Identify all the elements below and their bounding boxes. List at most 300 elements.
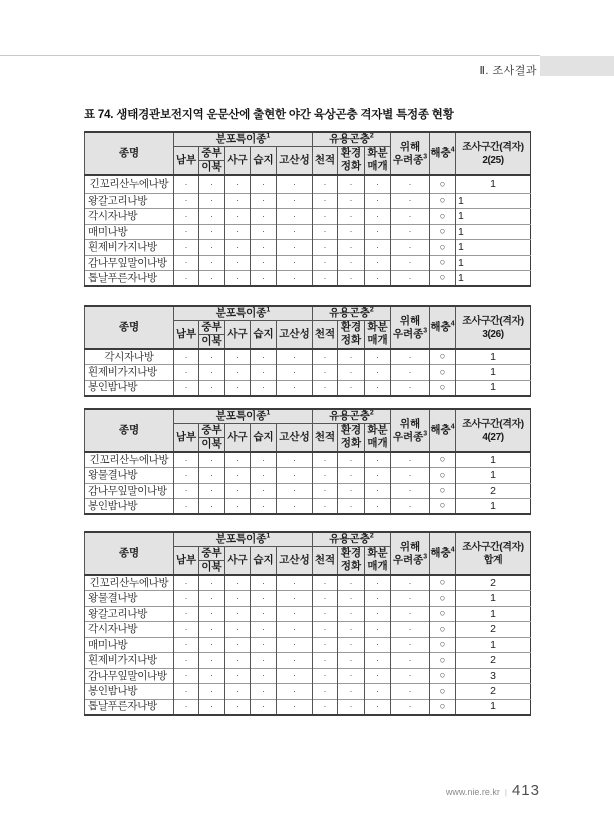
species-row [85,591,531,607]
count-cell: 1 [456,349,531,365]
col-header-species: 종명 [85,409,174,452]
col-header-sub-3: 습지 [251,423,277,452]
dot-cell: · [277,622,313,638]
count-cell: 2 [456,653,531,669]
species-row [85,209,531,225]
group-label: 분포특이종 [215,133,267,145]
group-footnote-mark: 2 [369,132,374,140]
species-name-cell: 왕갈고리나방 [85,193,174,209]
dot-cell: · [365,591,391,607]
data-table [84,531,531,716]
dot-cell: · [338,365,365,381]
species-name-cell: 감나무잎말이나방 [85,668,174,684]
dot-cell: · [313,224,338,240]
species-name-cell: 각시자나방 [85,209,174,225]
group-footnote-mark: 1 [266,132,271,140]
dot-cell: · [365,452,391,468]
dot-cell: · [199,349,225,365]
dot-cell: · [225,483,251,499]
dot-cell: · [338,349,365,365]
species-row [85,349,531,365]
pest-mark-cell: ○ [430,668,456,684]
dot-cell: · [391,606,430,622]
species-row [85,637,531,653]
col-header-sub-5: 천적 [313,146,338,175]
dot-cell: · [365,209,391,225]
count-cell: 1 [456,591,531,607]
dot-cell: · [225,668,251,684]
dot-cell: · [365,622,391,638]
species-name-cell: 매미나방 [85,224,174,240]
dot-cell: · [199,224,225,240]
dot-cell: · [199,240,225,256]
page-footer [446,782,540,799]
pest-mark-cell: ○ [430,349,456,365]
data-table [84,305,531,397]
dot-cell: · [313,622,338,638]
pest-mark-cell: ○ [430,622,456,638]
count-cell: 1 [456,193,531,209]
col-header-pest: 해충$^4$ [430,532,456,575]
hazard-footnote-mark: 3 [423,327,428,335]
dot-cell: · [225,271,251,287]
dot-cell: · [225,699,251,715]
dot-cell: · [277,240,313,256]
col-header-sub-4: 고산성 [277,320,313,349]
pest-footnote-mark: 4 [450,423,455,431]
dot-cell: · [391,499,430,515]
dot-cell: · [391,193,430,209]
dot-cell: · [174,240,199,256]
col-header-hazard: 위해 우려종$^3$ [391,132,430,175]
dot-cell: · [277,483,313,499]
dot-cell: · [338,483,365,499]
count-cell: 1 [456,699,531,715]
dot-cell: · [391,622,430,638]
col-header-sub-1: 중부 이북 [199,146,225,175]
pest-mark-cell: ○ [430,637,456,653]
group-footnote-mark: 2 [369,306,374,314]
dot-cell: · [277,668,313,684]
species-row [85,193,531,209]
col-header-species: 종명 [85,132,174,175]
section-tab [540,56,614,76]
dot-cell: · [391,224,430,240]
dot-cell: · [199,653,225,669]
col-header-group-1 [313,532,391,546]
dot-cell: · [277,591,313,607]
dot-cell: · [338,653,365,669]
dot-cell: · [174,380,199,396]
dot-cell: · [277,175,313,193]
col-header-sub-4: 고산성 [277,423,313,452]
dot-cell: · [199,380,225,396]
dot-cell: · [199,684,225,700]
group-label: 분포특이종 [215,307,267,319]
dot-cell: · [174,224,199,240]
dot-cell: · [391,175,430,193]
dot-cell: · [338,271,365,287]
dot-cell: · [313,349,338,365]
count-cell: 1 [456,255,531,271]
species-row [85,699,531,715]
dot-cell: · [225,224,251,240]
dot-cell: · [199,483,225,499]
pest-mark-cell: ○ [430,684,456,700]
section-label: Ⅱ. 조사결과 [479,65,537,77]
dot-cell: · [277,637,313,653]
dot-cell: · [365,684,391,700]
dot-cell: · [338,240,365,256]
dot-cell: · [365,606,391,622]
count-cell: 1 [456,365,531,381]
col-header-survey-section: 조사구간(격자) 4(27) [456,409,531,452]
data-table [84,131,531,287]
dot-cell: · [365,240,391,256]
dot-cell: · [313,591,338,607]
dot-cell: · [174,452,199,468]
species-name-cell: 봉인밤나방 [85,684,174,700]
pest-mark-cell: ○ [430,240,456,256]
dot-cell: · [391,699,430,715]
dot-cell: · [365,271,391,287]
dot-cell: · [174,606,199,622]
pest-mark-cell: ○ [430,271,456,287]
col-header-sub-6: 환경 정화 [338,146,365,175]
col-header-group-1 [313,306,391,320]
dot-cell: · [365,349,391,365]
dot-cell: · [174,255,199,271]
species-name-cell: 긴꼬리산누에나방 [85,575,174,591]
count-cell: 1 [456,452,531,468]
pest-mark-cell: ○ [430,175,456,193]
species-row [85,468,531,484]
data-table [84,408,531,515]
dot-cell: · [251,653,277,669]
group-label: 분포특이종 [215,410,267,422]
species-row [85,684,531,700]
dot-cell: · [313,575,338,591]
dot-cell: · [391,653,430,669]
pest-mark-cell: ○ [430,193,456,209]
species-row [85,452,531,468]
dot-cell: · [277,255,313,271]
dot-cell: · [174,499,199,515]
dot-cell: · [338,380,365,396]
dot-cell: · [251,499,277,515]
dot-cell: · [338,684,365,700]
dot-cell: · [174,193,199,209]
dot-cell: · [199,193,225,209]
count-cell: 1 [456,271,531,287]
dot-cell: · [391,209,430,225]
dot-cell: · [338,499,365,515]
col-header-group-0 [174,532,313,546]
dot-cell: · [365,668,391,684]
pest-mark-cell: ○ [430,468,456,484]
dot-cell: · [199,365,225,381]
dot-cell: · [251,349,277,365]
col-header-sub-6: 환경 정화 [338,320,365,349]
dot-cell: · [174,684,199,700]
col-header-species: 종명 [85,306,174,349]
col-header-sub-0: 남부 [174,320,199,349]
dot-cell: · [313,606,338,622]
dot-cell: · [251,365,277,381]
dot-cell: · [251,468,277,484]
dot-cell: · [199,668,225,684]
dot-cell: · [313,255,338,271]
species-name-cell: 왕갈고리나방 [85,606,174,622]
dot-cell: · [251,684,277,700]
pest-mark-cell: ○ [430,699,456,715]
dot-cell: · [365,699,391,715]
dot-cell: · [277,606,313,622]
dot-cell: · [277,653,313,669]
species-name-cell: 톱날푸른자나방 [85,699,174,715]
dot-cell: · [199,606,225,622]
species-row [85,175,531,193]
count-cell: 2 [456,622,531,638]
col-header-sub-0: 남부 [174,146,199,175]
dot-cell: · [313,452,338,468]
pest-mark-cell: ○ [430,591,456,607]
group-footnote-mark: 1 [266,409,271,417]
dot-cell: · [251,606,277,622]
dot-cell: · [391,468,430,484]
count-cell: 2 [456,575,531,591]
species-row [85,499,531,515]
dot-cell: · [251,699,277,715]
dot-cell: · [251,224,277,240]
dot-cell: · [277,224,313,240]
count-cell: 1 [456,637,531,653]
col-header-sub-2: 사구 [225,423,251,452]
species-name-cell: 각시자나방 [85,349,174,365]
dot-cell: · [338,575,365,591]
dot-cell: · [199,591,225,607]
col-header-species: 종명 [85,532,174,575]
count-cell: 1 [456,175,531,193]
dot-cell: · [225,591,251,607]
count-cell: 1 [456,224,531,240]
dot-cell: · [251,452,277,468]
dot-cell: · [174,483,199,499]
dot-cell: · [225,684,251,700]
pest-mark-cell: ○ [430,483,456,499]
dot-cell: · [365,175,391,193]
dot-cell: · [277,468,313,484]
species-name-cell: 흰제비가지나방 [85,240,174,256]
species-row [85,380,531,396]
count-cell: 1 [456,499,531,515]
col-header-hazard: 위해 우려종$^3$ [391,409,430,452]
dot-cell: · [365,365,391,381]
dot-cell: · [225,622,251,638]
dot-cell: · [365,468,391,484]
col-header-group-1 [313,409,391,423]
col-header-pest: 해충$^4$ [430,409,456,452]
pest-mark-cell: ○ [430,380,456,396]
dot-cell: · [365,193,391,209]
pest-mark-cell: ○ [430,606,456,622]
dot-cell: · [251,193,277,209]
dot-cell: · [199,575,225,591]
col-header-hazard: 위해 우려종$^3$ [391,306,430,349]
col-header-survey-section: 조사구간(격자) 3(26) [456,306,531,349]
species-row [85,606,531,622]
dot-cell: · [365,637,391,653]
col-header-sub-7: 화분 매개 [365,423,391,452]
col-header-survey-section: 조사구간(격자) 2(25) [456,132,531,175]
dot-cell: · [391,684,430,700]
dot-cell: · [174,622,199,638]
hazard-footnote-mark: 3 [423,430,428,438]
species-row [85,483,531,499]
species-table-4 [84,531,531,716]
col-header-sub-0: 남부 [174,423,199,452]
dot-cell: · [313,468,338,484]
dot-cell: · [391,483,430,499]
dot-cell: · [277,684,313,700]
dot-cell: · [365,255,391,271]
count-cell: 1 [456,606,531,622]
dot-cell: · [365,224,391,240]
count-cell: 3 [456,668,531,684]
dot-cell: · [338,606,365,622]
pest-mark-cell: ○ [430,224,456,240]
dot-cell: · [338,668,365,684]
col-header-sub-2: 사구 [225,546,251,575]
dot-cell: · [225,452,251,468]
count-cell: 2 [456,483,531,499]
dot-cell: · [251,271,277,287]
dot-cell: · [338,591,365,607]
species-name-cell: 감나무잎말이나방 [85,483,174,499]
col-header-sub-7: 화분 매개 [365,320,391,349]
col-header-pest: 해충$^4$ [430,306,456,349]
dot-cell: · [251,255,277,271]
dot-cell: · [251,575,277,591]
dot-cell: · [251,240,277,256]
dot-cell: · [225,380,251,396]
col-header-sub-5: 천적 [313,546,338,575]
pest-mark-cell: ○ [430,575,456,591]
dot-cell: · [199,499,225,515]
count-cell: 1 [456,380,531,396]
species-row [85,240,531,256]
pest-mark-cell: ○ [430,653,456,669]
dot-cell: · [174,175,199,193]
pest-mark-cell: ○ [430,255,456,271]
species-name-cell: 흰제비가지나방 [85,365,174,381]
col-header-sub-3: 습지 [251,546,277,575]
group-label: 유용곤충 [329,533,370,545]
dot-cell: · [365,575,391,591]
footer-url: www.nie.re.kr [445,787,500,797]
dot-cell: · [338,193,365,209]
col-header-group-1 [313,132,391,146]
dot-cell: · [174,365,199,381]
species-name-cell: 매미나방 [85,637,174,653]
dot-cell: · [391,365,430,381]
dot-cell: · [391,452,430,468]
col-header-survey-section: 조사구간(격자) 합계 [456,532,531,575]
dot-cell: · [251,175,277,193]
species-row [85,622,531,638]
page-number: 413 [511,782,540,799]
count-cell: 1 [456,468,531,484]
dot-cell: · [174,349,199,365]
col-header-sub-5: 천적 [313,320,338,349]
species-name-cell: 각시자나방 [85,622,174,638]
dot-cell: · [225,468,251,484]
dot-cell: · [225,637,251,653]
dot-cell: · [277,365,313,381]
dot-cell: · [391,255,430,271]
species-row [85,224,531,240]
dot-cell: · [313,271,338,287]
dot-cell: · [391,240,430,256]
dot-cell: · [313,684,338,700]
species-name-cell: 왕물결나방 [85,468,174,484]
dot-cell: · [277,499,313,515]
dot-cell: · [338,637,365,653]
dot-cell: · [313,653,338,669]
col-header-sub-4: 고산성 [277,146,313,175]
species-name-cell: 봉인밤나방 [85,380,174,396]
dot-cell: · [277,452,313,468]
dot-cell: · [174,271,199,287]
dot-cell: · [338,622,365,638]
dot-cell: · [174,591,199,607]
pest-mark-cell: ○ [430,209,456,225]
dot-cell: · [313,380,338,396]
species-name-cell: 왕물결나방 [85,591,174,607]
group-label: 유용곤충 [329,410,370,422]
dot-cell: · [199,452,225,468]
dot-cell: · [365,499,391,515]
dot-cell: · [199,271,225,287]
species-row [85,575,531,591]
dot-cell: · [277,349,313,365]
dot-cell: · [391,349,430,365]
col-header-sub-1: 중부 이북 [199,546,225,575]
dot-cell: · [313,637,338,653]
col-header-sub-6: 환경 정화 [338,546,365,575]
dot-cell: · [391,591,430,607]
dot-cell: · [225,209,251,225]
header-divider [0,55,540,56]
dot-cell: · [199,468,225,484]
col-header-sub-4: 고산성 [277,546,313,575]
pest-footnote-mark: 4 [450,146,455,154]
dot-cell: · [199,209,225,225]
dot-cell: · [251,591,277,607]
dot-cell: · [313,365,338,381]
dot-cell: · [225,193,251,209]
dot-cell: · [391,668,430,684]
footer-separator: | [504,788,507,797]
count-cell: 1 [456,209,531,225]
dot-cell: · [313,499,338,515]
species-name-cell: 감나무잎말이나방 [85,255,174,271]
dot-cell: · [174,209,199,225]
dot-cell: · [338,209,365,225]
dot-cell: · [174,468,199,484]
group-label: 유용곤충 [329,133,370,145]
dot-cell: · [174,653,199,669]
